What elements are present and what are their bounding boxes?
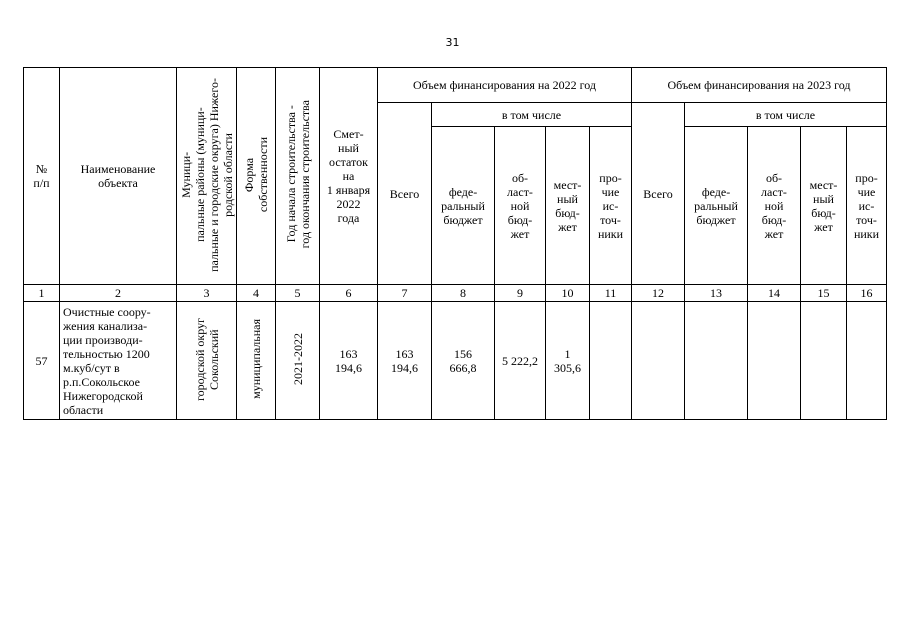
- column-number: 6: [320, 285, 378, 302]
- column-number: 7: [378, 285, 432, 302]
- row-num: 57: [24, 302, 60, 420]
- header-including-2022: в том числе: [432, 103, 632, 127]
- header-regional-2022: об- ласт- ной бюд- жет: [495, 127, 546, 285]
- row-other-2023: [847, 302, 887, 420]
- column-number: 14: [748, 285, 801, 302]
- table-row: [24, 302, 887, 420]
- row-municipal: городской округ Сокольский: [192, 317, 221, 401]
- row-local-2023: [801, 302, 847, 420]
- financing-table: [23, 67, 887, 420]
- header-regional-2023: об- ласт- ной бюд- жет: [748, 127, 801, 285]
- header-ownership: Форма собственности: [242, 136, 270, 213]
- header-other-2023: про- чие ис- точ- ники: [847, 127, 887, 285]
- header-federal-2023: феде- ральный бюджет: [685, 127, 748, 285]
- header-group-2023: Объем финансирования на 2023 год: [632, 68, 887, 103]
- column-number: 9: [495, 285, 546, 302]
- header-total-2022: Всего: [378, 103, 432, 285]
- header-years-cell: [276, 68, 320, 285]
- row-years: 2021-2022: [290, 333, 305, 385]
- header-ownership-cell: [237, 68, 276, 285]
- header-local-2022: мест- ный бюд- жет: [546, 127, 590, 285]
- header-local-2023: мест- ный бюд- жет: [801, 127, 847, 285]
- column-number: 3: [177, 285, 237, 302]
- row-total-2023: [632, 302, 685, 420]
- header-including-2023: в том числе: [685, 103, 887, 127]
- row-estimate: 163 194,6: [320, 302, 378, 420]
- row-regional-2023: [748, 302, 801, 420]
- column-number: 4: [237, 285, 276, 302]
- column-number: 12: [632, 285, 685, 302]
- page-number: 31: [445, 36, 460, 49]
- row-federal-2022: 156 666,8: [432, 302, 495, 420]
- row-total-2022: 163 194,6: [378, 302, 432, 420]
- column-number: 8: [432, 285, 495, 302]
- row-municipal-cell: [177, 302, 237, 420]
- column-number: 1: [24, 285, 60, 302]
- header-municipal: Муници- пальные районы (муници- пальные и городские округа) Нижего- родской области: [178, 77, 235, 272]
- row-ownership: муниципальная: [249, 319, 263, 399]
- column-numbers-row: [24, 285, 887, 302]
- header-municipal-cell: [177, 68, 237, 285]
- row-ownership-cell: [237, 302, 276, 420]
- column-number: 10: [546, 285, 590, 302]
- row-federal-2023: [685, 302, 748, 420]
- header-object-name: Наименование объекта: [60, 68, 177, 285]
- column-number: 5: [276, 285, 320, 302]
- row-object-name: Очистные соору- жения канализа- ции производи- тельностью 1200 м.куб/сут в р.п.Сокольское Нижегородской области: [60, 302, 177, 420]
- column-number: 2: [60, 285, 177, 302]
- header-years: Год начала строительства - год окончания строительства: [283, 100, 312, 249]
- header-num: № п/п: [24, 68, 60, 285]
- header-federal-2022: феде- ральный бюджет: [432, 127, 495, 285]
- header-total-2023: Всего: [632, 103, 685, 285]
- header-other-2022: про- чие ис- точ- ники: [590, 127, 632, 285]
- header-group-2022: Объем финансирования на 2022 год: [378, 68, 632, 103]
- row-other-2022: [590, 302, 632, 420]
- column-number: 11: [590, 285, 632, 302]
- row-regional-2022: 5 222,2: [495, 302, 546, 420]
- column-number: 13: [685, 285, 748, 302]
- column-number: 15: [801, 285, 847, 302]
- row-local-2022: 1 305,6: [546, 302, 590, 420]
- row-years-cell: [276, 302, 320, 420]
- header-estimate: Смет- ный остаток на 1 января 2022 года: [320, 68, 378, 285]
- column-number: 16: [847, 285, 887, 302]
